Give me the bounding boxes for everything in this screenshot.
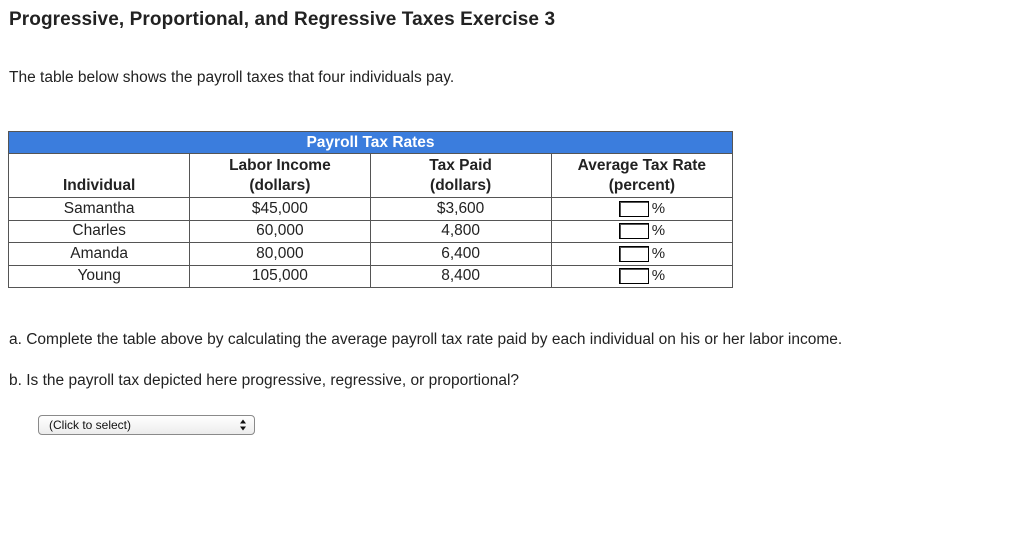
rate-input-samantha[interactable] <box>619 201 649 217</box>
percent-sign: % <box>651 267 666 285</box>
cell-tax-paid: 8,400 <box>370 265 551 288</box>
select-arrows-icon <box>239 418 247 432</box>
rate-input-young[interactable] <box>619 268 649 284</box>
percent-sign: % <box>651 244 666 262</box>
header-individual <box>9 154 190 198</box>
rate-input-amanda[interactable] <box>619 246 649 262</box>
cell-labor-income: 80,000 <box>190 243 370 266</box>
table-row <box>9 265 733 288</box>
cell-tax-paid: $3,600 <box>370 198 551 221</box>
payroll-tax-table <box>8 131 733 288</box>
header-labor-income-line2: (dollars) <box>249 176 311 194</box>
cell-average-rate <box>551 243 732 266</box>
header-average-tax-rate-line1: Average Tax Rate <box>577 156 707 174</box>
header-tax-paid-line2: (dollars) <box>430 176 492 194</box>
rate-entry <box>619 221 665 241</box>
header-average-tax-rate <box>551 154 732 198</box>
cell-tax-paid: 4,800 <box>370 220 551 243</box>
table-caption: Payroll Tax Rates <box>9 132 733 154</box>
table-row <box>9 220 733 243</box>
rate-entry <box>619 244 665 264</box>
header-individual-label: Individual <box>62 177 136 194</box>
cell-labor-income: 60,000 <box>190 220 370 243</box>
header-tax-paid <box>370 154 551 198</box>
page-title: Progressive, Proportional, and Regressive Taxes Exercise 3 <box>9 9 556 30</box>
question-a: a. Complete the table above by calculating the average payroll tax rate paid by each individual on his or her labor income. <box>9 331 843 348</box>
table-row <box>9 243 733 266</box>
rate-entry <box>619 199 665 219</box>
percent-sign: % <box>651 222 666 240</box>
cell-labor-income: $45,000 <box>190 198 370 221</box>
cell-labor-income: 105,000 <box>190 265 370 288</box>
cell-individual: Charles <box>9 220 190 243</box>
cell-individual: Amanda <box>9 243 190 266</box>
header-labor-income-line1: Labor Income <box>229 156 331 174</box>
cell-individual: Young <box>9 265 190 288</box>
intro-text: The table below shows the payroll taxes that four individuals pay. <box>9 69 455 86</box>
header-average-tax-rate-line2: (percent) <box>608 176 676 194</box>
tax-type-select[interactable] <box>38 415 255 435</box>
rate-input-charles[interactable] <box>619 223 649 239</box>
header-labor-income <box>190 154 370 198</box>
select-value: (Click to select) <box>49 418 132 432</box>
cell-average-rate <box>551 198 732 221</box>
cell-individual: Samantha <box>9 198 190 221</box>
table-row <box>9 198 733 221</box>
cell-average-rate <box>551 220 732 243</box>
cell-average-rate <box>551 265 732 288</box>
question-b: b. Is the payroll tax depicted here progressive, regressive, or proportional? <box>9 372 520 389</box>
rate-entry <box>619 266 665 286</box>
cell-tax-paid: 6,400 <box>370 243 551 266</box>
percent-sign: % <box>651 199 666 217</box>
header-tax-paid-line1: Tax Paid <box>429 156 492 174</box>
